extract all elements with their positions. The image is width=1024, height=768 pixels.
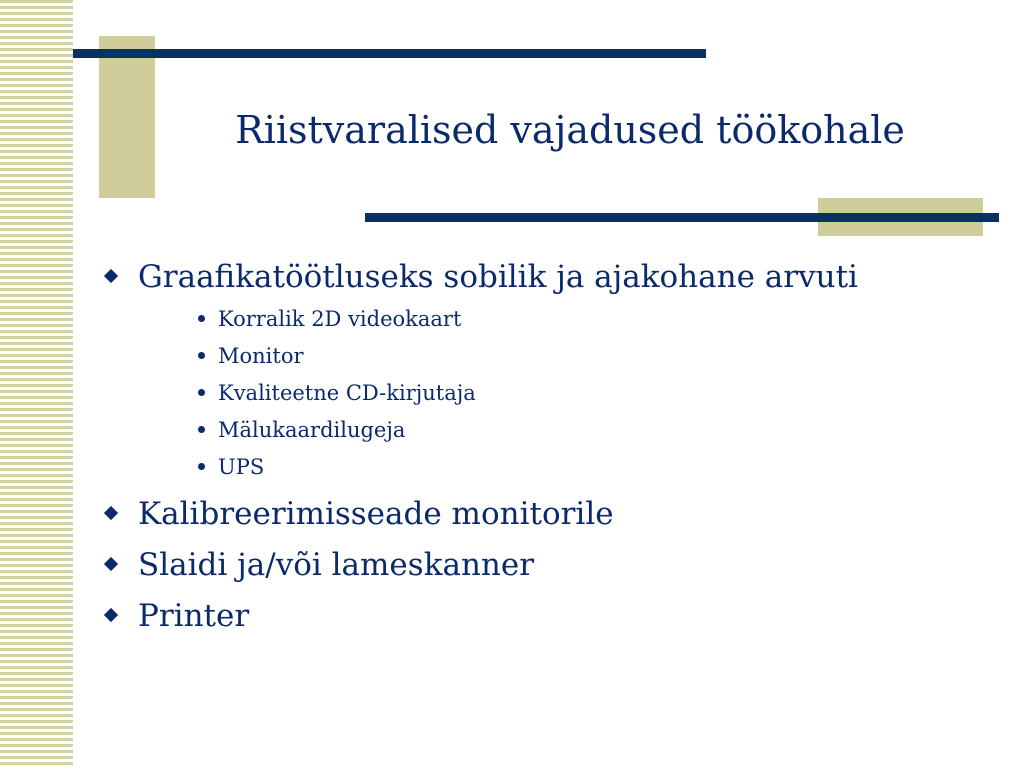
sub-bullet-item	[102, 301, 1002, 338]
bullet-list	[102, 250, 1002, 640]
bullet-text: Printer	[138, 598, 250, 634]
dot-bullet-icon	[198, 389, 205, 396]
decorative-line-top	[73, 49, 706, 58]
sub-bullet-item	[102, 449, 1002, 486]
decorative-line-right	[365, 213, 999, 222]
dot-bullet-icon	[198, 315, 205, 322]
sub-bullet-text: Korralik 2D videokaart	[218, 307, 462, 331]
bullet-text: Slaidi ja/või lameskanner	[138, 547, 535, 583]
slide-title: Riistvaralised vajadused töökohale	[235, 108, 905, 152]
decorative-block-top	[99, 36, 155, 198]
diamond-bullet-icon	[104, 269, 118, 283]
bullet-item	[102, 253, 1002, 301]
sub-bullet-list	[102, 301, 1002, 486]
bullet-text: Graafikatöötluseks sobilik ja ajakohane arvuti	[138, 259, 858, 295]
bullet-text: Kalibreerimisseade monitorile	[138, 496, 614, 532]
bullet-item	[102, 490, 1002, 538]
dot-bullet-icon	[198, 426, 205, 433]
diamond-bullet-icon	[104, 608, 118, 622]
dot-bullet-icon	[198, 463, 205, 470]
sub-bullet-item	[102, 338, 1002, 375]
diamond-bullet-icon	[104, 506, 118, 520]
diamond-bullet-icon	[104, 557, 118, 571]
decorative-stripes	[0, 0, 73, 768]
sub-bullet-text: Mälukaardilugeja	[218, 418, 406, 442]
sub-bullet-text: Kvaliteetne CD-kirjutaja	[218, 381, 476, 405]
sub-bullet-text: Monitor	[218, 344, 304, 368]
sub-bullet-text: UPS	[218, 455, 265, 479]
sub-bullet-item	[102, 375, 1002, 412]
sub-bullet-item	[102, 412, 1002, 449]
bullet-item	[102, 592, 1002, 640]
dot-bullet-icon	[198, 352, 205, 359]
bullet-item	[102, 541, 1002, 589]
